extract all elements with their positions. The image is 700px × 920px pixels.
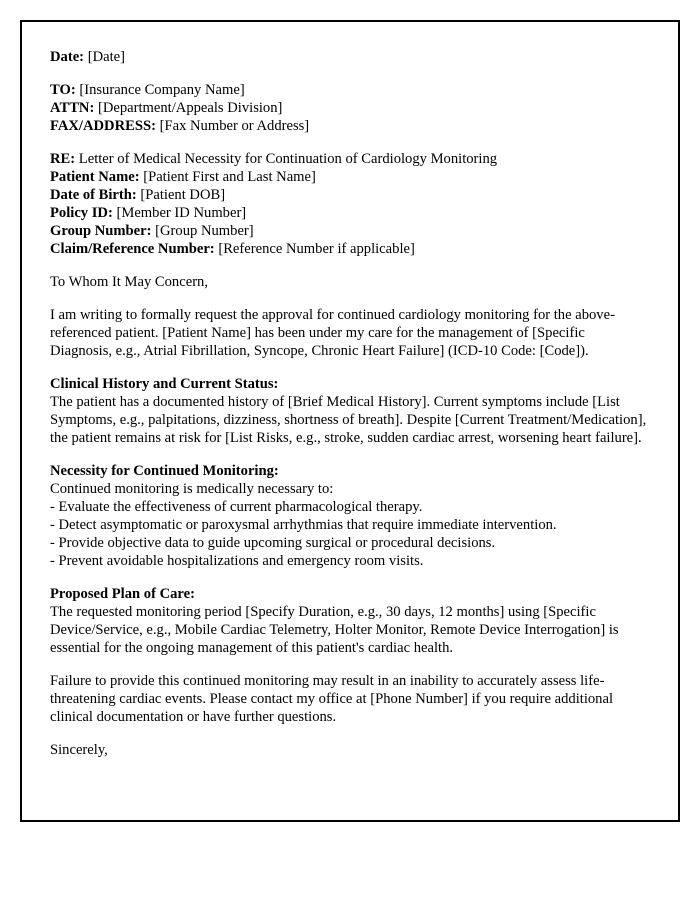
patient-name-label: Patient Name:	[50, 169, 140, 185]
recipient-block	[50, 81, 650, 135]
necessity-bullet: - Prevent avoidable hospitalizations and emergency room visits.	[50, 553, 424, 569]
clinical-history-heading: Clinical History and Current Status:	[50, 376, 279, 392]
closing-paragraph: Failure to provide this continued monitoring may result in an inability to accurately assess life-threatening cardiac events. Please contact my office at [Phone Number] if you require additional clinical documentation or have further questions.	[50, 673, 613, 725]
intro-paragraph: I am writing to formally request the approval for continued cardiology monitoring for the above-referenced patient. [Patient Name] has been under my care for the management of [Specific Diagnosis, e.g., Atrial Fibrillation, Syncope, Chronic Heart Failure] (ICD-10 Code: [Code]).	[50, 307, 615, 359]
necessity-bullet: - Detect asymptomatic or paroxysmal arrhythmias that require immediate intervention.	[50, 517, 557, 533]
re-value: Letter of Medical Necessity for Continuation of Cardiology Monitoring	[78, 151, 498, 167]
dob-value: [Patient DOB]	[140, 187, 226, 203]
policy-id-label: Policy ID:	[50, 205, 113, 221]
group-number-line	[50, 222, 650, 240]
necessity-bullet: - Evaluate the effectiveness of current pharmacological therapy.	[50, 499, 423, 515]
fax-line	[50, 117, 650, 135]
clinical-history-section	[50, 375, 650, 447]
patient-name-line	[50, 168, 650, 186]
re-line	[50, 150, 650, 168]
claim-reference-value: [Reference Number if applicable]	[218, 241, 415, 257]
date-value: [Date]	[87, 49, 125, 65]
attn-label: ATTN:	[50, 100, 95, 116]
signoff-line: Sincerely,	[50, 742, 108, 758]
to-line	[50, 81, 650, 99]
claim-reference-label: Claim/Reference Number:	[50, 241, 215, 257]
re-label: RE:	[50, 151, 76, 167]
policy-id-line	[50, 204, 650, 222]
date-label: Date:	[50, 49, 85, 65]
plan-of-care-heading: Proposed Plan of Care:	[50, 586, 195, 602]
salutation	[50, 273, 650, 291]
necessity-heading: Necessity for Continued Monitoring:	[50, 463, 279, 479]
signoff	[50, 741, 650, 759]
fax-label: FAX/ADDRESS:	[50, 118, 156, 134]
necessity-section	[50, 462, 650, 570]
to-label: TO:	[50, 82, 76, 98]
to-value: [Insurance Company Name]	[79, 82, 245, 98]
group-number-value: [Group Number]	[155, 223, 254, 239]
attn-line	[50, 99, 650, 117]
dob-line	[50, 186, 650, 204]
necessity-bullet: - Provide objective data to guide upcoming surgical or procedural decisions.	[50, 535, 496, 551]
dob-label: Date of Birth:	[50, 187, 137, 203]
claim-reference-line	[50, 240, 650, 258]
plan-of-care-body: The requested monitoring period [Specify Duration, e.g., 30 days, 12 months] using [Specific Device/Service, e.g., Mobile Cardiac Telemetry, Holter Monitor, Remote Device Interrogation] is essential for the ongoing management of this patient's cardiac health.	[50, 604, 619, 656]
attn-value: [Department/Appeals Division]	[97, 100, 283, 116]
policy-id-value: [Member ID Number]	[116, 205, 247, 221]
salutation-line: To Whom It May Concern,	[50, 274, 208, 290]
group-number-label: Group Number:	[50, 223, 152, 239]
patient-name-value: [Patient First and Last Name]	[143, 169, 316, 185]
date-block	[50, 48, 650, 66]
subject-block	[50, 150, 650, 258]
letter-page	[20, 20, 680, 822]
date-line	[50, 48, 650, 66]
clinical-history-body: The patient has a documented history of [Brief Medical History]. Current symptoms include [List Symptoms, e.g., palpitations, dizziness, shortness of breath]. Despite [Current Treatment/Medication], the patient remains at risk for [List Risks, e.g., stroke, sudden cardiac arrest, worsening heart failure].	[50, 394, 647, 446]
plan-of-care-section	[50, 585, 650, 657]
necessity-intro: Continued monitoring is medically necessary to:	[50, 481, 334, 497]
fax-value: [Fax Number or Address]	[159, 118, 310, 134]
